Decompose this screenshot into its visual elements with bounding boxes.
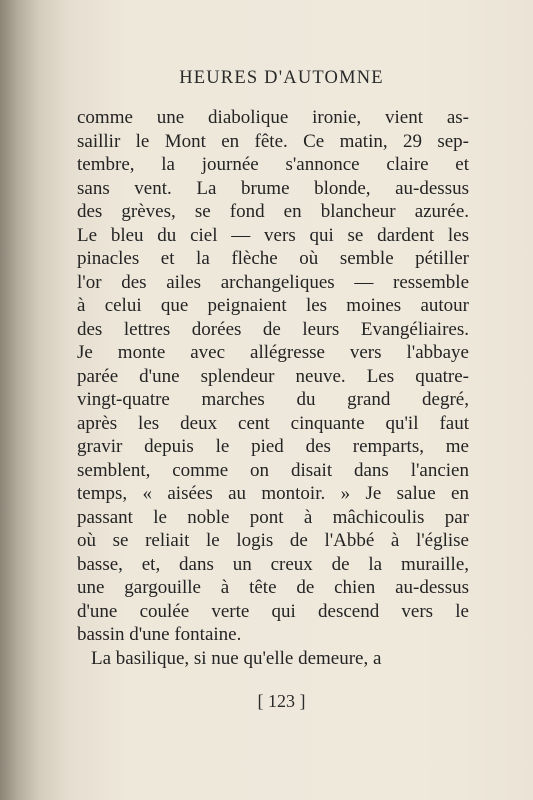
text-line: temps, « aisées au montoir. » Je salue en <box>77 483 469 504</box>
text-line: où se reliait le logis de l'Abbé à l'église <box>77 530 469 551</box>
text-line: à celui que peignaient les moines autour <box>77 295 469 316</box>
text-line: sans vent. La brume blonde, au-dessus <box>77 177 469 199</box>
text-line: semblent, comme on disait dans l'ancien <box>77 459 469 481</box>
text-line: comme une diabolique ironie, vient as- <box>77 107 469 128</box>
text-line: parée d'une splendeur neuve. Les quatre- <box>77 365 469 387</box>
text-line: passant le noble pont à mâchicoulis par <box>77 506 469 528</box>
body-text <box>77 106 469 670</box>
text-line: Je monte avec allégresse vers l'abbaye <box>77 342 469 363</box>
text-line: gravir depuis le pied des remparts, me <box>77 436 469 457</box>
text-line: des lettres dorées de leurs Evangéliaires. <box>77 318 469 340</box>
text-line: pinacles et la flèche où semble pétiller <box>77 248 469 269</box>
text-line: d'une coulée verte qui descend vers le <box>77 600 469 622</box>
text-line: une gargouille à tête de chien au-dessus <box>77 577 469 598</box>
text-line: basse, et, dans un creux de la muraille, <box>77 553 469 575</box>
page-number: [ 123 ] <box>257 691 306 711</box>
text-line: Le bleu du ciel — vers qui se dardent les <box>77 224 469 246</box>
text-line: saillir le Mont en fête. Ce matin, 29 sep- <box>77 130 469 152</box>
text-line: après les deux cent cinquante qu'il faut <box>77 412 469 434</box>
text-line: bassin d'une fontaine. <box>77 624 242 645</box>
text-line: vingt-quatre marches du grand degré, <box>77 389 469 410</box>
text-line: des grèves, se fond en blancheur azurée. <box>77 201 469 222</box>
text-line: tembre, la journée s'annonce claire et <box>77 154 469 175</box>
running-head: HEURES D'AUTOMNE <box>179 68 384 88</box>
text-line: l'or des ailes archangeliques — ressemble <box>77 271 469 293</box>
text-line: La basilique, si nue qu'elle demeure, a <box>91 647 382 669</box>
